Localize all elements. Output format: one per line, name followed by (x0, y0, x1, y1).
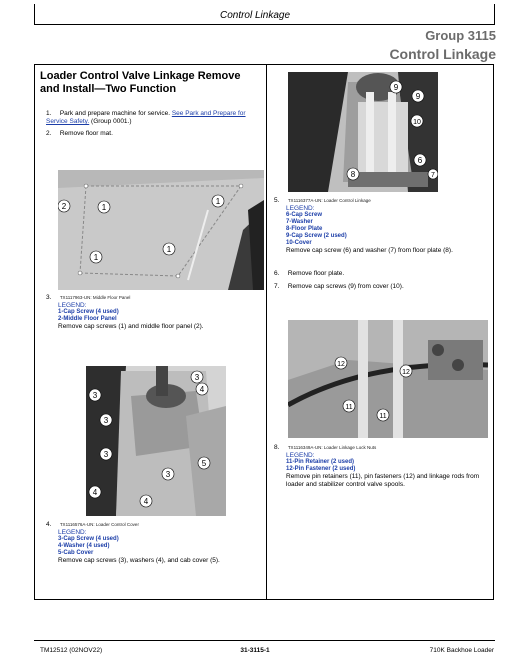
footer-doc-id: TM12512 (02NOV22) (40, 647, 103, 654)
svg-text:10: 10 (413, 119, 421, 126)
legend-title: LEGEND: (286, 205, 315, 212)
step-3-legend (58, 302, 264, 331)
legend-item: 3-Cap Screw (4 used) (58, 536, 119, 542)
step-text: Remove pin retainers (11), pin fasteners (12) and linkage rods from loader and stabilizer control valve spools. (286, 473, 480, 488)
footer-model: 710K Backhoe Loader (429, 647, 494, 654)
step-number: 8. (274, 444, 280, 451)
svg-text:12: 12 (402, 369, 410, 376)
callout (90, 251, 102, 263)
legend-item: 1-Cap Screw (4 used) (58, 309, 119, 315)
step-number: 1. (46, 110, 52, 117)
step-number: 4. (46, 521, 52, 528)
svg-text:11: 11 (345, 404, 353, 411)
svg-text:4: 4 (92, 488, 98, 497)
callout (162, 468, 174, 480)
svg-text:11: 11 (379, 413, 387, 420)
callout (400, 365, 412, 377)
legend-item: 7-Washer (286, 219, 313, 225)
svg-text:2: 2 (61, 202, 67, 211)
callout (89, 486, 101, 498)
group-number: Group 3115 (425, 28, 496, 43)
callout (58, 200, 70, 212)
callout (411, 115, 423, 127)
step-4-legend (58, 529, 264, 565)
svg-text:9: 9 (393, 83, 399, 92)
callout (140, 495, 152, 507)
loader-linkage-lock-nuts-image (288, 320, 488, 438)
legend-title: LEGEND: (58, 529, 87, 536)
svg-text:1: 1 (166, 245, 172, 254)
figure-caption: TX1117963-UN: Middle Floor Panel (59, 295, 131, 300)
svg-text:3: 3 (103, 450, 109, 459)
legend-item: 8-Floor Plate (286, 226, 323, 232)
legend-item: 12-Pin Fastener (2 used) (286, 466, 356, 472)
header-underline (34, 24, 495, 25)
svg-text:1: 1 (215, 197, 221, 206)
callout (347, 168, 359, 180)
callout (100, 414, 112, 426)
column-divider (266, 64, 267, 600)
step-text: Park and prepare machine for service. (59, 110, 171, 117)
step-1 (46, 110, 262, 126)
svg-text:6: 6 (417, 156, 423, 165)
section-title: Loader Control Valve Linkage Remove and Install—Two Function (40, 70, 241, 95)
step-2 (46, 130, 262, 138)
loader-control-cover-image (86, 366, 226, 516)
legend-title: LEGEND: (58, 302, 87, 309)
legend-item: 9-Cap Screw (2 used) (286, 233, 347, 239)
svg-text:4: 4 (199, 385, 205, 394)
step-8-legend (286, 452, 490, 489)
callout (343, 400, 355, 412)
step-number: 3. (46, 294, 52, 301)
svg-text:3: 3 (103, 416, 109, 425)
svg-text:1: 1 (101, 203, 107, 212)
svg-text:3: 3 (194, 373, 200, 382)
legend-item: 5-Cab Cover (58, 550, 94, 556)
callout (377, 409, 389, 421)
step-6 (274, 270, 488, 278)
group-title: Control Linkage (389, 46, 496, 62)
middle-floor-panel-image (58, 170, 264, 290)
legend-item: 11-Pin Retainer (2 used) (286, 459, 355, 465)
step-5-legend (286, 205, 490, 255)
svg-text:9: 9 (415, 92, 421, 101)
step-4 (46, 521, 262, 529)
step-3 (46, 294, 262, 302)
step-text: Remove cap screws (3), washers (4), and cab cover (5). (58, 557, 220, 564)
svg-text:7: 7 (431, 172, 435, 179)
step-text: Remove floor mat. (59, 130, 113, 137)
svg-text:1: 1 (93, 253, 99, 262)
figure-caption: TX1116377A-UN: Loader Control Linkage (287, 198, 371, 203)
step-8 (274, 444, 488, 452)
callout (412, 90, 424, 102)
svg-text:12: 12 (337, 361, 345, 368)
step-7 (274, 283, 488, 291)
page-header-title: Control Linkage (219, 10, 291, 21)
callout (163, 243, 175, 255)
callout (335, 357, 347, 369)
step-5 (274, 197, 488, 205)
step-suffix: (Group 0001.) (91, 118, 132, 125)
step-number: 5. (274, 197, 280, 204)
step-text: Remove cap screws (9) from cover (10). (287, 283, 404, 290)
figure-caption: TX1116576A-UN: Loader Control Cover (59, 522, 139, 527)
callout (196, 383, 208, 395)
svg-text:3: 3 (165, 470, 171, 479)
svg-text:8: 8 (350, 170, 356, 179)
callout (98, 201, 110, 213)
legend-title: LEGEND: (286, 452, 315, 459)
footer-page-number: 31-3115-1 (240, 647, 270, 654)
callout (198, 457, 210, 469)
loader-control-linkage-image (288, 72, 438, 192)
step-text: Remove cap screw (6) and washer (7) from floor plate (8). (286, 247, 453, 254)
legend-item: 6-Cap Screw (286, 212, 323, 218)
legend-item: 2-Middle Floor Panel (58, 316, 117, 322)
svg-text:5: 5 (201, 459, 207, 468)
park-prepare-link[interactable]: See Park and Prepare for Service Safety. (46, 110, 246, 125)
legend-item: 4-Washer (4 used) (58, 543, 110, 549)
callout (414, 154, 426, 166)
callout (89, 389, 101, 401)
callout (390, 81, 402, 93)
footer-rule (34, 640, 495, 641)
callout (212, 195, 224, 207)
step-number: 2. (46, 130, 52, 137)
step-number: 7. (274, 283, 280, 290)
svg-text:3: 3 (92, 391, 98, 400)
step-text: Remove floor plate. (287, 270, 345, 277)
step-text: Remove cap screws (1) and middle floor panel (2). (58, 323, 204, 330)
callout (191, 371, 203, 383)
callout (428, 169, 438, 179)
legend-item: 10-Cover (286, 240, 312, 246)
figure-caption: TX1116349A-UN: Loader Linkage Lock Nuts (287, 445, 377, 450)
callout (100, 448, 112, 460)
step-number: 6. (274, 270, 280, 277)
svg-text:4: 4 (143, 497, 149, 506)
